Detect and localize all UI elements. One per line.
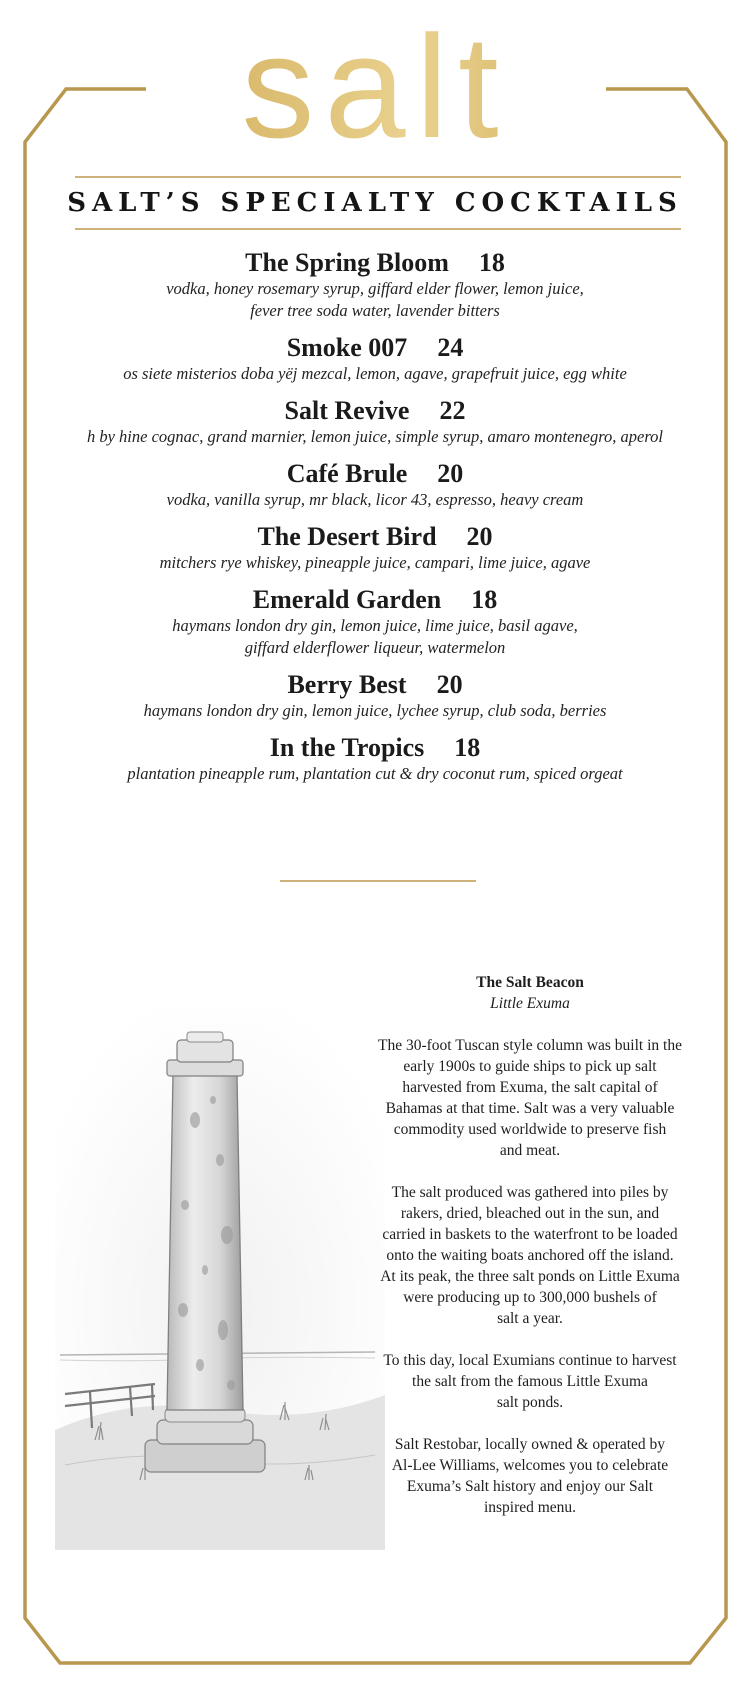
cocktail-name: Emerald Garden — [252, 585, 442, 614]
cocktail-heading — [40, 522, 710, 552]
cocktail-name: Berry Best — [287, 670, 407, 699]
cocktail-heading — [40, 733, 710, 763]
beacon-paragraph: The 30-foot Tuscan style column was built in the early 1900s to guide ships to pick up salt harvested from Exuma, the salt capital of Bahamas at that time. Salt was a very valuable commodity used worldwide to preserve fish and meat. — [378, 1037, 682, 1159]
beacon-paragraph: To this day, local Exumians continue to harvest the salt from the famous Little Exuma salt ponds. — [383, 1352, 677, 1411]
cocktail-list — [40, 248, 710, 796]
cocktail-price: 18 — [478, 248, 505, 277]
beacon-paragraph: Salt Restobar, locally owned & operated by Al-Lee Williams, welcomes you to celebrate Exuma’s Salt history and enjoy our Salt inspired menu. — [391, 1436, 669, 1516]
cocktail-ingredients: haymans london dry gin, lemon juice, lychee syrup, club soda, berries — [143, 701, 607, 720]
cocktail-item — [40, 522, 710, 574]
cocktail-ingredients: os siete misterios doba yëj mezcal, lemon, agave, grapefruit juice, egg white — [123, 364, 627, 383]
cocktail-ingredients: vodka, honey rosemary syrup, giffard elder flower, lemon juice, fever tree soda water, lavender bitters — [166, 279, 584, 320]
cocktail-price: 18 — [471, 585, 498, 614]
cocktail-name: The Spring Bloom — [245, 248, 449, 277]
section-title: SALT’S SPECIALTY COCKTAILS — [67, 188, 683, 218]
cocktail-item — [40, 733, 710, 785]
cocktail-name: The Desert Bird — [257, 522, 437, 551]
cocktail-item — [40, 333, 710, 385]
cocktail-price: 22 — [439, 396, 466, 425]
cocktail-heading — [40, 585, 710, 615]
beacon-story — [358, 972, 702, 1539]
beacon-subtitle: Little Exuma — [490, 995, 570, 1012]
cocktail-name: Café Brule — [286, 459, 408, 488]
cocktail-name: In the Tropics — [269, 733, 425, 762]
salt-logo: salt — [0, 14, 750, 160]
cocktail-item — [40, 248, 710, 322]
cocktail-ingredients: vodka, vanilla syrup, mr black, licor 43, espresso, heavy cream — [166, 490, 584, 509]
cocktail-ingredients: mitchers rye whiskey, pineapple juice, campari, lime juice, agave — [159, 553, 591, 572]
cocktail-price: 24 — [437, 333, 464, 362]
cocktail-heading — [40, 459, 710, 489]
beacon-title: The Salt Beacon — [476, 974, 584, 991]
cocktail-name: Smoke 007 — [286, 333, 408, 362]
cocktail-ingredients: haymans london dry gin, lemon juice, lime juice, basil agave, giffard elderflower liqueur, watermelon — [172, 616, 578, 657]
beacon-column-illustration — [55, 1010, 385, 1550]
cocktail-heading — [40, 248, 710, 278]
cocktail-heading — [40, 333, 710, 363]
title-rule-top — [75, 176, 681, 178]
cocktail-heading — [40, 396, 710, 426]
cocktail-name: Salt Revive — [284, 396, 410, 425]
cocktail-ingredients: plantation pineapple rum, plantation cut & dry coconut rum, spiced orgeat — [127, 764, 623, 783]
cocktail-heading — [40, 670, 710, 700]
cocktail-ingredients: h by hine cognac, grand marnier, lemon juice, simple syrup, amaro montenegro, aperol — [86, 427, 664, 446]
cocktail-price: 20 — [466, 522, 493, 551]
beacon-paragraph: The salt produced was gathered into piles by rakers, dried, bleached out in the sun, and carried in baskets to the waterfront to be loaded onto the waiting boats anchored off the island. At its peak, the three salt ponds on Little Exuma were producing up to 300,000 bushels of salt a year. — [380, 1184, 680, 1327]
cocktail-price: 18 — [454, 733, 481, 762]
section-divider — [280, 880, 476, 882]
cocktail-item — [40, 459, 710, 511]
cocktail-item — [40, 585, 710, 659]
cocktail-item — [40, 670, 710, 722]
cocktail-item — [40, 396, 710, 448]
title-rule-bottom — [75, 228, 681, 230]
cocktail-price: 20 — [437, 459, 464, 488]
cocktail-price: 20 — [436, 670, 463, 699]
